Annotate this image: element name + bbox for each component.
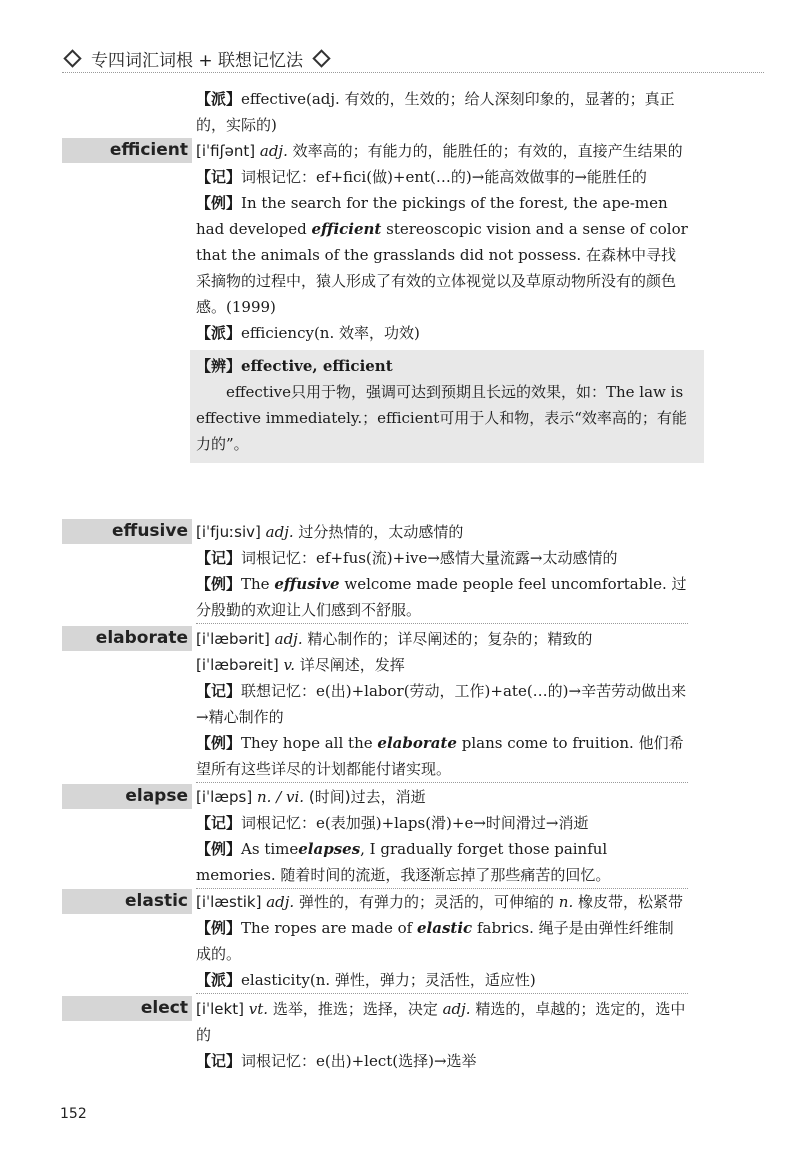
example-text: As time [241,840,299,858]
entry-body [196,519,688,624]
diamond-icon [63,49,81,67]
example-text: The ropes are made of [241,919,413,937]
memory-tag: 【记】 [196,1052,242,1070]
memory-tag: 【记】 [196,814,242,832]
memory-text: 词根记忆：ef+fus(流)+ive→感情大量流露→太动感情的 [241,549,618,567]
memory-line [196,545,688,571]
entry-body [196,138,688,463]
derivative-tag: 【派】 [196,324,242,342]
example-line [196,190,688,320]
example-text: fabrics. 绳子是由弹性纤维制成的。 [196,919,674,963]
definition: 精心制作的；详尽阐述的；复杂的；精致的 [307,630,593,648]
definition-line [196,652,688,678]
distinction-text: effective只用于物，强调可达到预期且长远的效果，如：The law is effective immediately.；efficient可用于人和物，表示“效率高的；有能力的”。 [196,383,687,453]
derivative-tag: 【派】 [196,971,242,989]
example-text: They hope all the [241,734,373,752]
memory-line [196,164,688,190]
definition: 过分热情的，太动感情的 [298,523,464,541]
definition-line [196,784,688,810]
example-line [196,915,688,967]
example-tag: 【例】 [196,840,242,858]
page-number: 152 [60,1106,87,1122]
example-text: , I gradually forget those painful memories. 随着时间的流逝，我逐渐忘掉了那些痛苦的回忆。 [196,840,611,884]
entry-elapse [62,784,702,889]
definition-line [196,626,688,652]
headword: elastic [62,889,192,914]
entry-effusive [62,519,702,624]
distinction-title-line [196,353,698,379]
example-line [196,730,688,783]
pronunciation: [iˈlæstik] [196,893,262,911]
part-of-speech: adj. [266,893,295,911]
derivative-text: effective(adj. 有效的，生效的；给人深刻印象的，显著的；真正的，实际的) [196,90,675,134]
headword: efficient [62,138,192,163]
part-of-speech: vt. [248,1000,269,1018]
part-of-speech: adj. [265,523,294,541]
distinction-box [190,350,704,463]
example-keyword: effusive [274,575,340,593]
derivative-tag: 【派】 [196,90,242,108]
example-keyword: elapses [298,840,361,858]
example-keyword: efficient [311,220,382,238]
example-tag: 【例】 [196,919,242,937]
part-of-speech: adj. [274,630,303,648]
example-tag: 【例】 [196,575,242,593]
definition: 弹性的，有弹力的；灵活的，可伸缩的 [298,893,554,911]
memory-text: 联想记忆：e(出)+labor(劳动，工作)+ate(…的)→辛苦劳动做出来→精心制作的 [196,682,687,726]
pronunciation: [iˈfjuːsiv] [196,523,261,541]
example-tag: 【例】 [196,734,242,752]
entry-efficient [62,138,702,463]
example-text: The [241,575,270,593]
derivative-text: elasticity(n. 弹性，弹力；灵活性，适应性) [241,971,536,989]
entry-body [196,889,688,994]
entry-elastic [62,889,702,994]
memory-line [196,810,688,836]
derivative-line [196,967,688,994]
memory-line [196,678,688,730]
part-of-speech: v. [283,656,296,674]
definition: 选举，推选；选择，决定 [272,1000,438,1018]
example-text: In the search for the pickings of the forest, the ape-men had developed [196,194,668,238]
definition: 效率高的；有能力的，能胜任的；有效的，直接产生结果的 [292,142,683,160]
entry-body [196,626,688,783]
memory-tag: 【记】 [196,549,242,567]
example-tag: 【例】 [196,194,242,212]
example-line [196,571,688,624]
example-text: stereoscopic vision and a sense of color that the animals of the grasslands did not possess. 在森林中寻找采摘物的过程中，猿人形成了有效的立体视觉以及草原动物所没有的颜色感。(1999) [196,220,688,316]
derivative-text: efficiency(n. 效率，功效) [241,324,420,342]
memory-line [196,1048,688,1074]
definition: 详尽阐述，发挥 [299,656,405,674]
derivative-line [196,320,688,346]
continuation-block [196,86,690,138]
memory-text: 词根记忆：ef+fici(做)+ent(…的)→能高效做事的→能胜任的 [241,168,647,186]
distinction-title: effective, efficient [241,357,393,375]
definition-line [196,519,688,545]
example-line [196,836,688,889]
header-title: 专四词汇词根 + 联想记忆法 [91,50,304,71]
derivative-line [196,86,690,138]
definition: (时间)过去，消逝 [308,788,426,806]
memory-text: 词根记忆：e(表加强)+laps(滑)+e→时间滑过→消逝 [241,814,589,832]
example-text: plans come to fruition. 他们希望所有这些详尽的计划都能付诸实现。 [196,734,684,778]
part-of-speech: n. [558,893,574,911]
running-header [62,44,764,73]
part-of-speech: adj. [259,142,288,160]
pronunciation: [iˈlekt] [196,1000,244,1018]
entry-elect [62,996,702,1074]
diamond-icon [312,49,330,67]
pronunciation: [iˈlæps] [196,788,253,806]
entry-body [196,784,688,889]
definition-line [196,889,688,915]
memory-tag: 【记】 [196,168,242,186]
pronunciation: [iˈlæbəreit] [196,656,279,674]
definition-line [196,138,688,164]
example-keyword: elastic [417,919,473,937]
headword: elaborate [62,626,192,651]
distinction-tag: 【辨】 [196,357,242,375]
memory-text: 词根记忆：e(出)+lect(选择)→选举 [241,1052,477,1070]
pronunciation: [iˈlæbərit] [196,630,270,648]
entry-elaborate [62,626,702,783]
definition: 精选的，卓越的；选定的，选中的 [196,1000,686,1044]
entry-body [196,996,688,1074]
headword: elect [62,996,192,1021]
pronunciation: [iˈfiʃənt] [196,142,256,160]
headword: effusive [62,519,192,544]
example-text: welcome made people feel uncomfortable. 过分殷勤的欢迎让人们感到不舒服。 [196,575,687,619]
part-of-speech: n. / vi. [257,788,305,806]
headword: elapse [62,784,192,809]
definition-line [196,996,688,1048]
definition: 橡皮带，松紧带 [578,893,684,911]
example-keyword: elaborate [377,734,457,752]
memory-tag: 【记】 [196,682,242,700]
part-of-speech: adj. [442,1000,471,1018]
